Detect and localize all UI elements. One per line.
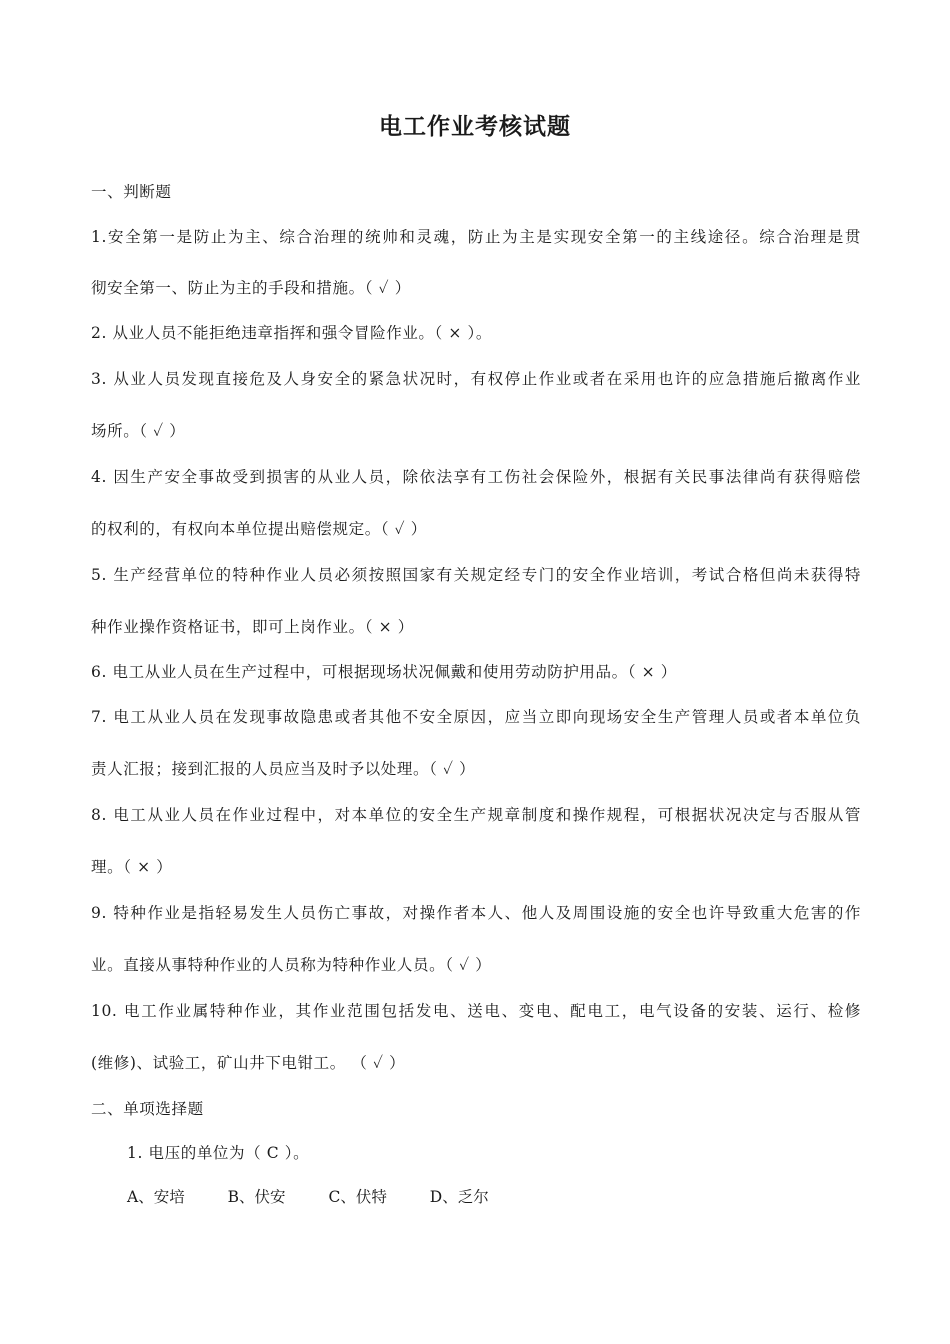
question-4-line-2: 的权利的，有权向本单位提出赔偿规定。（ ✓ ） — [91, 520, 427, 538]
question-4-line-1: 4. 因生产安全事故受到损害的从业人员，除依法享有工伤社会保险外，根据有关民事法律尚有获得赔偿 — [91, 468, 861, 486]
question-3-line-2: 场所。（ ✓ ） — [91, 422, 186, 440]
option-d: D、乏尔 — [429, 1188, 489, 1206]
option-a: A、安培 — [127, 1188, 185, 1206]
choice-question-1-options — [127, 1186, 527, 1208]
question-1-line-1: 1.安全第一是防止为主、综合治理的统帅和灵魂，防止为主是实现安全第一的主线途径。综合治理是贯 — [91, 228, 861, 246]
question-5-line-1: 5. 生产经营单位的特种作业人员必须按照国家有关规定经专门的安全作业培训，考试合格但尚未获得特 — [91, 566, 861, 584]
section-heading-true-false: 一、判断题 — [91, 183, 172, 201]
question-8-line-1: 8. 电工从业人员在作业过程中，对本单位的安全生产规章制度和操作规程，可根据状况决定与否服从管 — [91, 806, 861, 824]
question-10-line-1: 10. 电工作业属特种作业，其作业范围包括发电、送电、变电、配电工，电气设备的安装、运行、检修 — [91, 1002, 861, 1020]
page-title: 电工作业考核试题 — [379, 113, 571, 140]
question-3-line-1: 3. 从业人员发现直接危及人身安全的紧急状况时，有权停止作业或者在采用也许的应急措施后撤离作业 — [91, 370, 861, 388]
question-7-line-1: 7. 电工从业人员在发现事故隐患或者其他不安全原因，应当立即向现场安全生产管理人员或者本单位负 — [91, 708, 861, 726]
question-10-line-2: (维修)、试验工，矿山井下电钳工。 （ ✓ ） — [91, 1054, 406, 1072]
question-1-line-2: 彻安全第一、防止为主的手段和措施。（ ✓ ） — [91, 279, 411, 297]
choice-question-1: 1. 电压的单位为（ C ）。 — [127, 1144, 310, 1162]
question-7-line-2: 责人汇报；接到汇报的人员应当及时予以处理。（ ✓ ） — [91, 760, 476, 778]
question-9-line-2: 业。直接从事特种作业的人员称为特种作业人员。（ ✓ ） — [91, 956, 492, 974]
question-8-line-2: 理。（ × ） — [91, 858, 173, 876]
question-6-line-1: 6. 电工从业人员在生产过程中，可根据现场状况佩戴和使用劳动防护用品。（ × ） — [91, 663, 677, 681]
question-5-line-2: 种作业操作资格证书，即可上岗作业。（ × ） — [91, 618, 414, 636]
option-c: C、伏特 — [328, 1188, 387, 1206]
option-b: B、伏安 — [227, 1188, 286, 1206]
question-2-line-1: 2. 从业人员不能拒绝违章指挥和强令冒险作业。（ × ）。 — [91, 324, 492, 342]
section-heading-single-choice: 二、单项选择题 — [91, 1100, 204, 1118]
question-9-line-1: 9. 特种作业是指轻易发生人员伤亡事故，对操作者本人、他人及周围设施的安全也许导致重大危害的作 — [91, 904, 861, 922]
